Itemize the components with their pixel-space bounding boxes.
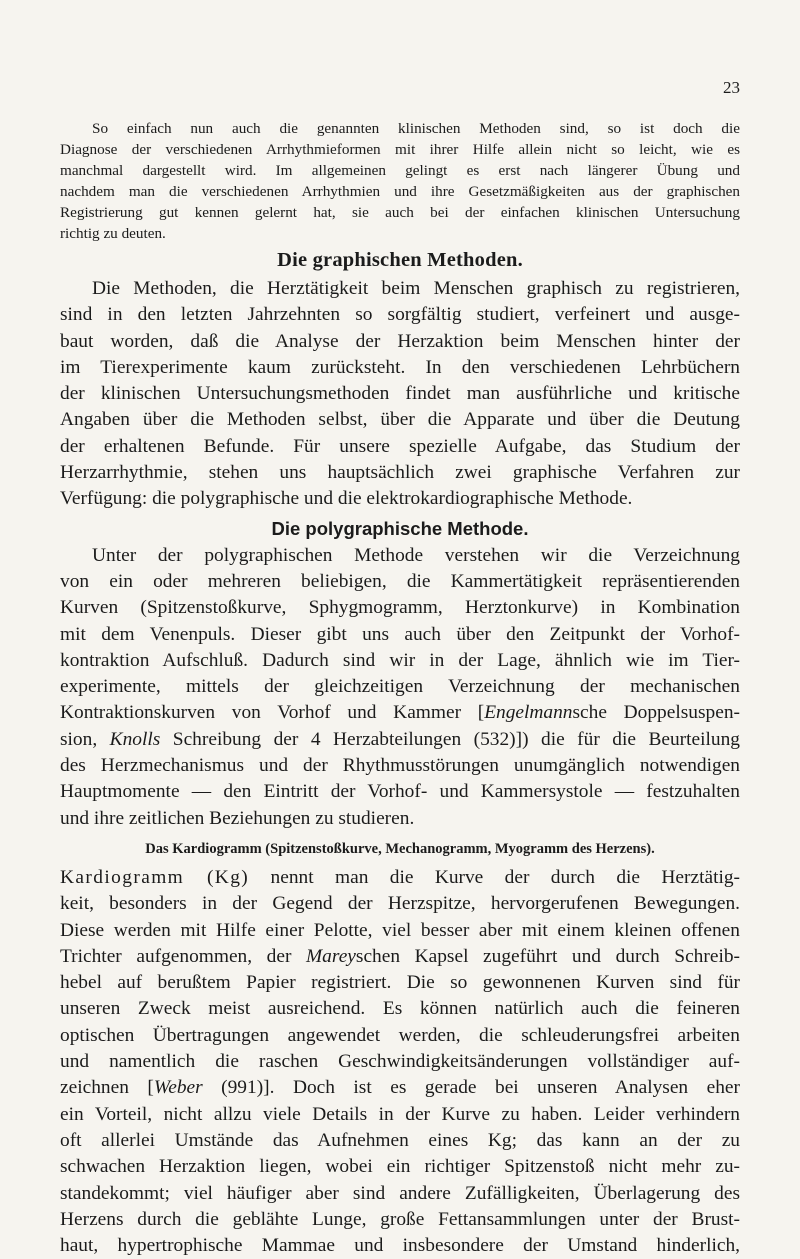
kardiogramm-paragraph: [60, 865, 740, 1259]
text-line: Die Methoden, die Herztätigkeit beim Menschen graphisch zu registrieren,: [92, 278, 740, 299]
text-line: So einfach nun auch die genannten klinischen Methoden sind, so ist doch die: [92, 120, 740, 137]
text-line: [60, 1075, 740, 1101]
section-heading-kardiogramm: Das Kardiogramm (Spitzenstoßkurve, Mechanogramm, Myogramm des Herzens).: [145, 840, 655, 857]
text-line: experimente, mittels der gleichzeitigen Verzeichnung der mechanischen: [60, 676, 740, 698]
text-line: Registrierung gut kennen gelernt hat, sie auch bei der einfachen klinischen Untersuchung: [60, 204, 740, 221]
text-line: standekommt; viel häufiger aber sind andere Zufälligkeiten, Überlagerung des: [60, 1182, 740, 1204]
text-line: optischen Übertragungen angewendet werden, die schleuderungsfrei arbeiten: [60, 1024, 740, 1046]
text-line: Kurven (Spitzenstoßkurve, Sphygmogramm, Herztonkurve) in Kombination: [60, 597, 740, 619]
term: Kardiogramm (Kg): [60, 866, 250, 888]
text-line: Unter der polygraphischen Methode verstehen wir die Verzeichnung: [92, 544, 740, 566]
graphic-methods-paragraph: [60, 276, 740, 513]
text-line: und ihre zeitlichen Beziehungen zu studieren.: [60, 807, 415, 829]
text-line: [60, 700, 740, 726]
text-line: manchmal dargestellt wird. Im allgemeinen gelingt es erst nach längerer Übung und: [60, 162, 740, 179]
text-line: baut worden, daß die Analyse der Herzaktion beim Menschen hinter der: [60, 330, 740, 352]
text-line: mit dem Venenpuls. Dieser gibt uns auch über den Zeitpunkt der Vorhof-: [60, 623, 740, 645]
text-line: [60, 727, 740, 753]
page-number: 23: [723, 78, 740, 97]
text-line: unseren Zweck meist ausreichend. Es können natürlich auch die feineren: [60, 998, 740, 1020]
line-text: sion,: [60, 728, 110, 750]
text-line: Verfügung: die polygraphische und die elektrokardiographische Methode.: [60, 488, 633, 510]
line-text: zeichnen [: [60, 1077, 154, 1099]
text-line: kontraktion Aufschluß. Dadurch sind wir in der Lage, ähnlich wie im Tier-: [60, 649, 740, 671]
line-text: sche Doppelsuspen-: [572, 702, 740, 724]
text-line: Hauptmomente — den Eintritt der Vorhof- und Kammersystole — festzuhalten: [60, 781, 740, 803]
line-text: (991)]. Doch ist es gerade bei unseren Analysen eher: [202, 1077, 740, 1099]
text-line: Herzarrhythmie, stehen uns hauptsächlich zwei graphische Verfahren zur: [60, 462, 740, 484]
text-line: keit, besonders in der Gegend der Herzspitze, hervorgerufenen Bewegungen.: [60, 893, 740, 915]
text-line: hebel auf berußtem Papier registriert. Die so gewonnenen Kurven sind für: [60, 972, 740, 994]
polygraphic-paragraph: [60, 543, 740, 832]
text-line: oft allerlei Umstände das Aufnehmen eines Kg; das kann an der zu: [60, 1129, 740, 1151]
section-heading-graphic: Die graphischen Methoden.: [277, 249, 523, 271]
text-line: von ein oder mehreren beliebigen, die Kammertätigkeit repräsentierenden: [60, 570, 740, 592]
text-column: [60, 118, 740, 1259]
text-line: Diagnose der verschiedenen Arrhythmieformen mit ihrer Hilfe allein nicht so leicht, wie es: [60, 141, 740, 158]
line-text: Kontraktionskurven von Vorhof und Kammer [: [60, 702, 485, 724]
text-line: Angaben über die Methoden selbst, über die Apparate und über die Deutung: [60, 409, 740, 431]
text-line: der klinischen Untersuchungsmethoden findet man ausführliche und kritische: [60, 383, 740, 405]
text-line: Herzens durch die geblähte Lunge, große Fettansammlungen unter der Brust-: [60, 1208, 740, 1230]
text-line: richtig zu deuten.: [60, 225, 166, 242]
text-line: nachdem man die verschiedenen Arrhythmien und ihre Gesetzmäßigkeiten aus der graphischen: [60, 183, 740, 200]
line-text: schen Kapsel zugeführt und durch Schreib-: [355, 945, 740, 967]
author-name: Marey: [306, 945, 356, 967]
text-line: haut, hypertrophische Mammae und insbesondere der Umstand hinderlich,: [60, 1235, 740, 1257]
author-name: Weber: [153, 1077, 203, 1099]
line-text: nennt man die Kurve der durch die Herztätig-: [249, 866, 740, 888]
line-text: Trichter aufgenommen, der: [60, 945, 307, 967]
author-name: Knolls: [109, 728, 161, 750]
line-text: Schreibung der 4 Herzabteilungen (532)]) die für die Beurteilung: [160, 728, 740, 750]
text-line: des Herzmechanismus und der Rhythmusstörungen unumgänglich notwendigen: [60, 755, 740, 777]
text-line: der erhaltenen Befunde. Für unsere spezielle Aufgabe, das Studium der: [60, 435, 740, 457]
text-line: schwachen Herzaktion liegen, wobei ein richtiger Spitzenstoß nicht mehr zu-: [60, 1156, 740, 1178]
text-line: im Tierexperimente kaum zurücksteht. In den verschiedenen Lehrbüchern: [60, 356, 740, 378]
text-line: Diese werden mit Hilfe einer Pelotte, viel besser aber mit einem kleinen offenen: [60, 919, 740, 941]
section-heading-polygraphic: Die polygraphische Methode.: [271, 517, 529, 539]
text-line: [60, 865, 740, 891]
text-line: und namentlich die raschen Geschwindigkeitsänderungen vollständiger auf-: [60, 1051, 740, 1073]
text-line: sind in den letzten Jahrzehnten so sorgfältig studiert, verfeinert und ausge-: [60, 304, 740, 326]
author-name: Engelmann: [484, 702, 573, 724]
text-line: ein Vorteil, nicht allzu viele Details in der Kurve zu haben. Leider verhindern: [60, 1103, 740, 1125]
text-line: [60, 944, 740, 970]
intro-paragraph: [60, 118, 740, 244]
